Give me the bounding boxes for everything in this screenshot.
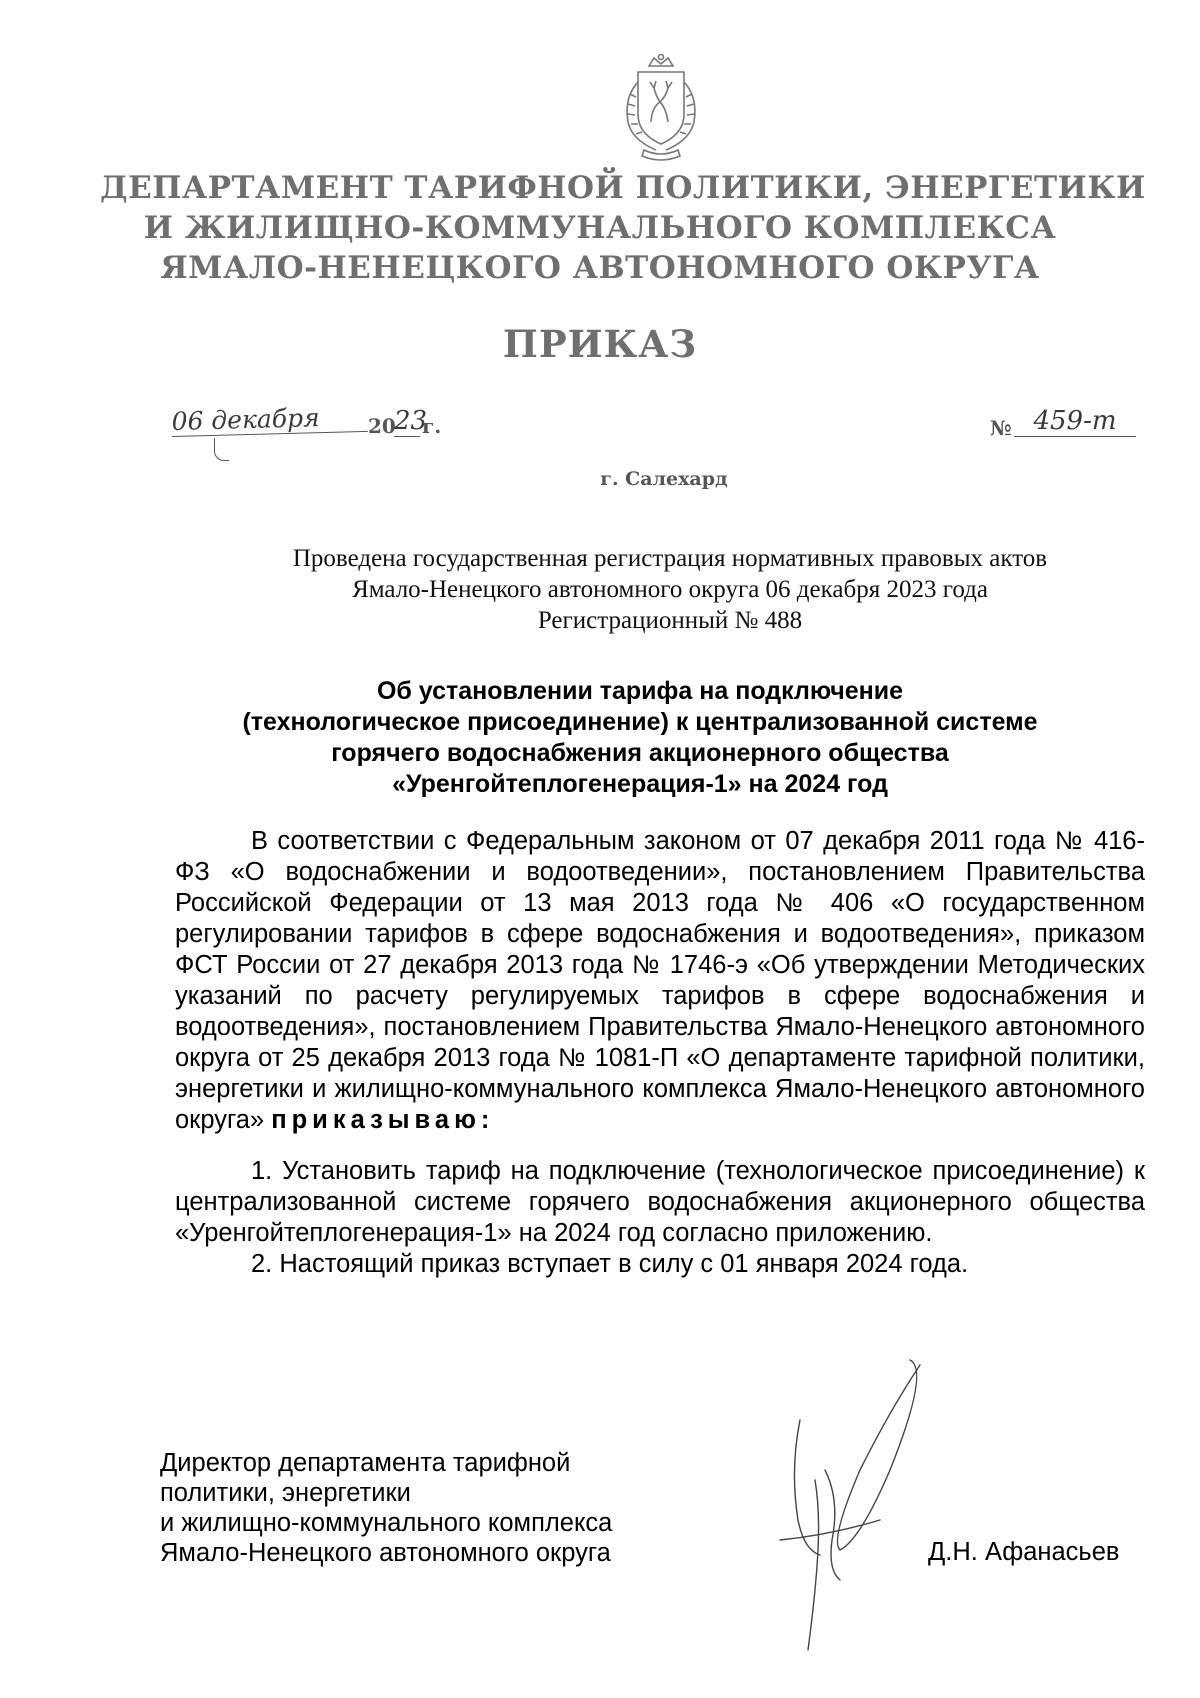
document-body [175,826,1145,1280]
order-item-2: 2. Настоящий приказ вступает в силу с 01 января 2024 года. [251,1250,969,1278]
signer-name: Д.Н. Афанасьев [928,1538,1120,1566]
order-word: приказываю: [271,1106,495,1134]
handwritten-signature-icon [760,1350,960,1670]
signer-position-line-2: политики, энергетики [160,1479,411,1507]
title-line-1: Об установлении тарифа на подключение [376,677,904,705]
registration-line-2: Ямало-Ненецкого автономного округа 06 декабря 2023 года [352,576,988,603]
department-line-3: ЯМАЛО-НЕНЕЦКОГО АВТОНОМНОГО ОКРУГА [160,250,1040,286]
year-prefix: 20 [368,414,396,438]
number-handwritten: 459-т [1014,406,1136,437]
order-item-1: 1. Установить тариф на подключение (технологическое присоединение) к централизованной системе горячего водоснабжения акционерного общества «Уренгойтеплогенерация-1» на 2024 год согласно приложению. [175,1157,1145,1247]
signer-position [160,1448,700,1568]
department-header [100,168,1146,288]
document-title [160,676,1120,800]
title-line-3: горячего водоснабжения акционерного общества [331,739,949,767]
department-line-1: ДЕПАРТАМЕНТ ТАРИФНОЙ ПОЛИТИКИ, ЭНЕРГЕТИКИ [100,170,1146,206]
document-type: ПРИКАЗ [502,322,698,366]
preamble-text: В соответствии с Федеральным законом от 07 декабря 2011 года № 416-ФЗ «О водоснабжении и водоотведении», постановлением Правительства Российской Федерации от 13 мая 2013 года № 406 «О государственном регулировании тарифов в сфере водоснабжения и водоотведения», приказом ФСТ России от 27 декабря 2013 года № 1746-э «Об утверждении Методических указаний по расчету регулируемых тарифов в сфере водоснабжения и водоотведения», постановлением Правительства Ямало-Ненецкого автономного округа от 25 декабря 2013 года № 1081-П «О департаменте тарифной политики, энергетики и жилищно-коммунального комплекса Ямало-Ненецкого автономного округа» [175,827,1145,1134]
city: г. Салехард [600,468,728,490]
signer-position-line-4: Ямало-Ненецкого автономного округа [160,1539,611,1567]
registration-line-3: Регистрационный № 488 [537,607,803,634]
department-line-2: И ЖИЛИЩНО-КОММУНАЛЬНОГО КОМПЛЕКСА [143,210,1057,246]
registration-stamp [210,543,1130,636]
year-handwritten: 23 [394,406,428,436]
registration-line-1: Проведена государственная регистрация нормативных правовых актов [292,545,1048,572]
title-line-2: (технологическое присоединение) к централизованной системе [242,708,1038,736]
date-handwritten: 06 декабря [171,403,368,437]
date-stroke-decoration [214,438,229,461]
title-line-4: «Уренгойтеплогенерация-1» на 2024 год [392,770,888,798]
year-suffix: г. [422,414,442,438]
signer-position-line-1: Директор департамента тарифной [160,1449,571,1477]
coat-of-arms-icon [616,52,706,162]
preamble-paragraph [175,826,1145,1136]
number-sign: № [990,416,1012,440]
signer-position-line-3: и жилищно-коммунального комплекса [160,1509,613,1537]
